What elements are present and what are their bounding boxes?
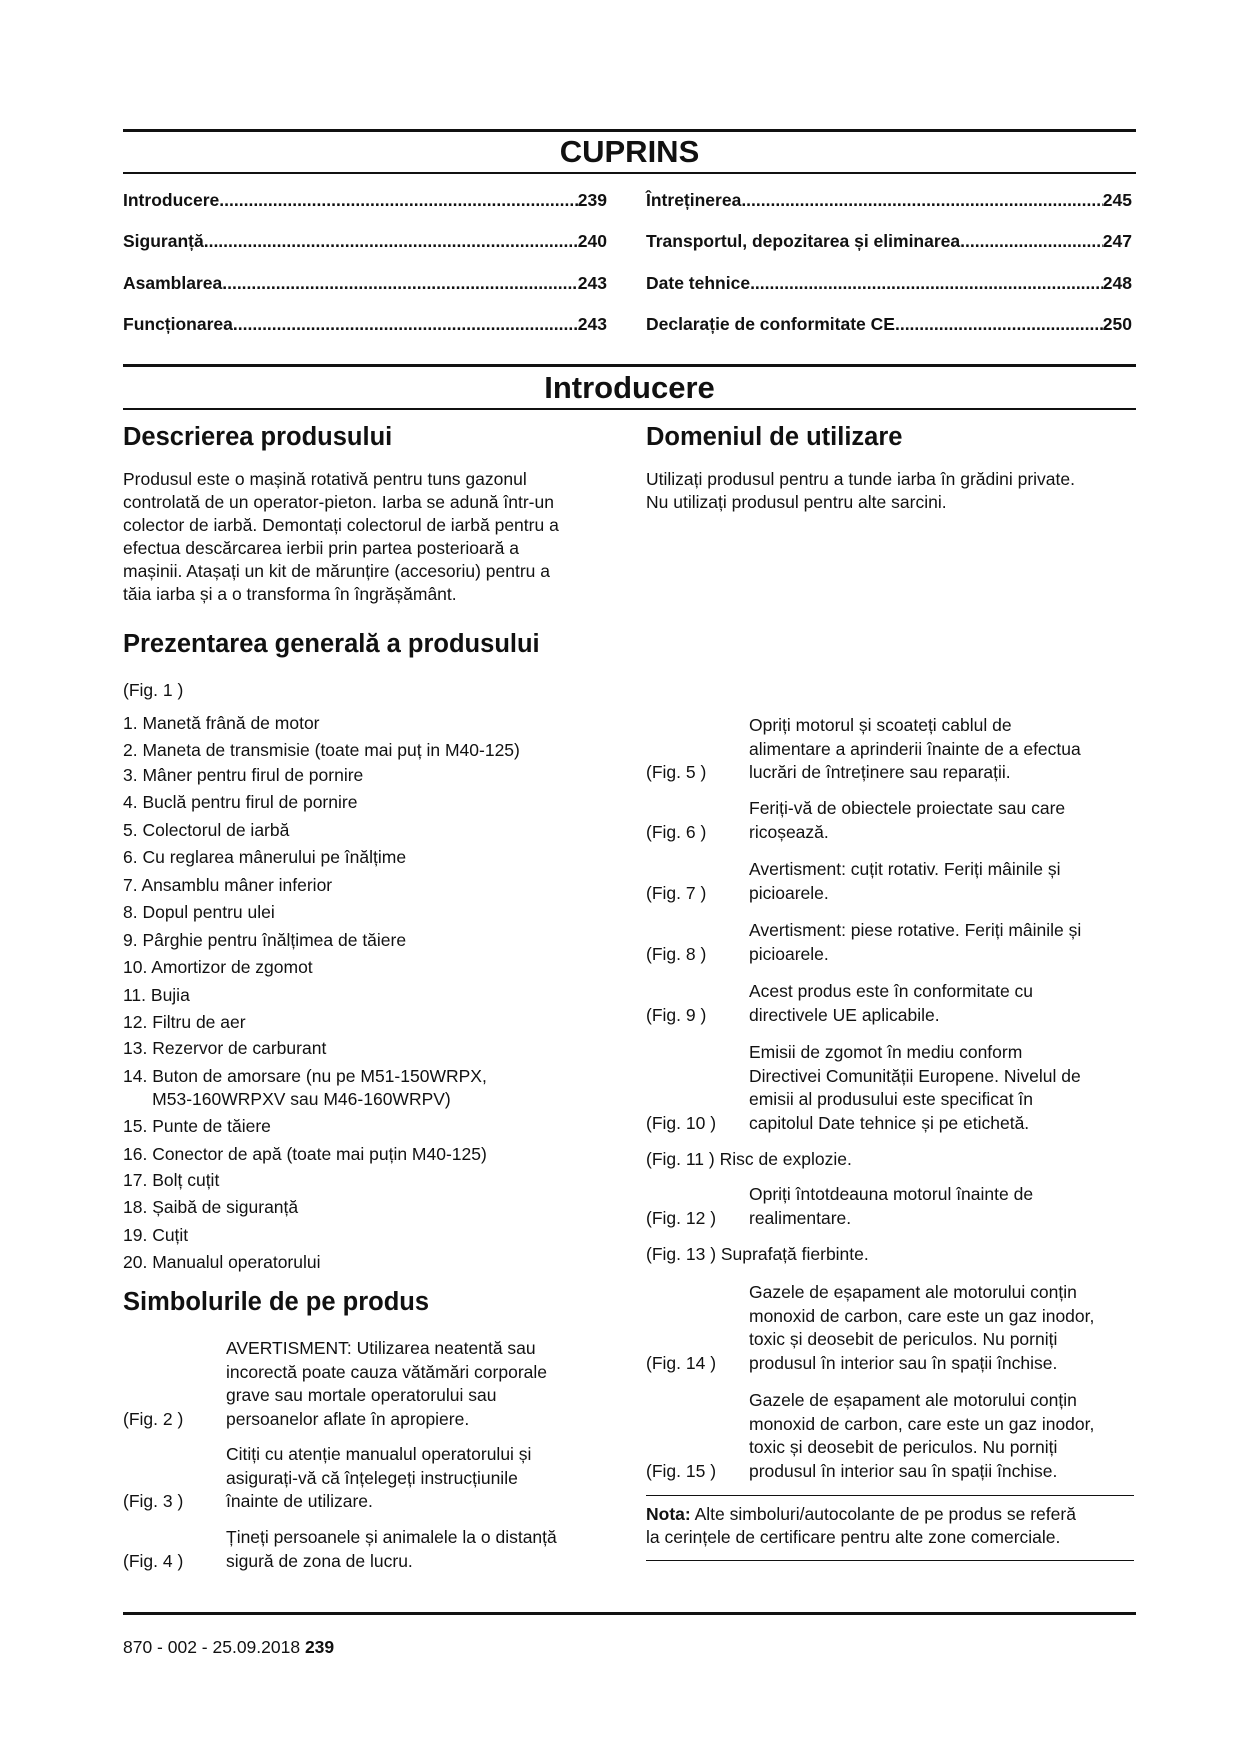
symbol-entry <box>646 1281 1136 1375</box>
page-footer <box>123 1636 334 1658</box>
text-line: înainte de utilizare. <box>226 1491 373 1511</box>
document-code: 870 - 002 - 25.09.2018 <box>123 1637 305 1657</box>
symbol-description <box>749 714 1136 785</box>
text-line: picioarele. <box>749 882 829 903</box>
list-item: 18. Șaibă de siguranță <box>123 1197 299 1217</box>
text-line: toxic și deosebit de periculos. Nu porniți <box>749 1437 1058 1457</box>
top-rule <box>123 129 1136 132</box>
text-line: persoanelor aflate în apropiere. <box>226 1408 470 1429</box>
toc-entry[interactable] <box>123 230 607 252</box>
text-line: Gazele de eșapament ale motorului conțin <box>749 1390 1077 1410</box>
text-line: capitolul Date tehnice și pe etichetă. <box>749 1112 1030 1133</box>
text-line: Produsul este o mașină rotativă pentru tuns gazonul <box>123 469 527 489</box>
symbol-entry-inline: (Fig. 13 ) Suprafață fierbinte. <box>646 1244 869 1264</box>
note-bottom-rule <box>646 1560 1134 1561</box>
text-line: efectua descărcarea ierbii prin partea posterioară a <box>123 538 519 558</box>
toc-entry-label: Siguranță <box>123 231 204 251</box>
list-item: 8. Dopul pentru ulei <box>123 902 275 922</box>
symbol-description <box>749 858 1136 905</box>
text-line: toxic și deosebit de periculos. Nu porniți <box>749 1329 1058 1349</box>
symbol-description <box>226 1443 613 1514</box>
list-item: 9. Pârghie pentru înălțimea de tăiere <box>123 929 407 950</box>
toc-entry[interactable] <box>123 313 607 335</box>
text-line: Utilizați produsul pentru a tunde iarba în grădini private. <box>646 469 1075 489</box>
symbol-entry <box>646 1041 1136 1135</box>
symbol-description <box>226 1337 613 1431</box>
symbols-heading: Simbolurile de pe produs <box>123 1288 430 1316</box>
fig-reference: (Fig. 1 ) <box>123 680 184 700</box>
section-title: Introducere <box>544 370 715 405</box>
fig-reference: (Fig. 12 ) <box>646 1207 717 1228</box>
footer-rule <box>123 1612 1136 1615</box>
text-line: Feriți-vă de obiectele proiectate sau care <box>749 798 1066 818</box>
text-line: Țineți persoanele și animalele la o distanță <box>226 1527 557 1547</box>
text-line: directivele UE aplicabile. <box>749 1004 940 1025</box>
note-top-rule <box>646 1495 1134 1496</box>
description-heading: Descrierea produsului <box>123 423 393 451</box>
text-line: Nu utilizați produsul pentru alte sarcini. <box>646 492 947 512</box>
list-item: M53-160WRPXV sau M46-160WRPV) <box>123 1088 451 1109</box>
list-item: 16. Conector de apă (toate mai puțin M40-125) <box>123 1143 487 1164</box>
text-line: Directivei Comunității Europene. Nivelul de <box>749 1065 1081 1086</box>
text-line: monoxid de carbon, care este un gaz inodor, <box>749 1413 1095 1434</box>
toc-entry-page: 248 <box>1102 273 1132 293</box>
symbol-entry <box>123 1526 613 1573</box>
list-item: 1. Manetă frână de motor <box>123 713 320 733</box>
list-item: 19. Cuțit <box>123 1224 189 1245</box>
text-line: realimentare. <box>749 1207 852 1228</box>
usage-text <box>646 468 1136 514</box>
symbol-description <box>749 919 1136 966</box>
intro-top-rule <box>123 364 1136 367</box>
symbol-entry-inline: (Fig. 11 ) Risc de explozie. <box>646 1149 852 1169</box>
fig-reference: (Fig. 3 ) <box>123 1491 184 1511</box>
list-item: 6. Cu reglarea mânerului pe înălțime <box>123 847 407 867</box>
usage-heading: Domeniul de utilizare <box>646 423 903 451</box>
list-item: 10. Amortizor de zgomot <box>123 957 313 977</box>
list-item: 3. Mâner pentru firul de pornire <box>123 764 364 785</box>
text-line: emisii al produsului este specificat în <box>749 1089 1034 1109</box>
note-label: Nota: <box>646 1504 691 1524</box>
toc-title: CUPRINS <box>559 134 700 169</box>
text-line: mașinii. Atașați un kit de mărunțire (accesoriu) pentru a <box>123 561 550 581</box>
toc-entry-label: Funcționarea <box>123 314 233 334</box>
list-item: 5. Colectorul de iarbă <box>123 819 290 840</box>
toc-entry-page: 243 <box>577 273 607 293</box>
toc-entry[interactable] <box>646 189 1132 211</box>
symbol-entry <box>646 919 1136 966</box>
toc-entry-label: Introducere <box>123 190 220 210</box>
text-line: Acest produs este în conformitate cu <box>749 981 1034 1001</box>
symbol-description <box>226 1526 613 1573</box>
text-line: controlată de un operator-pieton. Iarba se adună într-un <box>123 492 554 512</box>
list-item: 11. Bujia <box>123 984 190 1005</box>
toc-entry[interactable] <box>646 230 1132 252</box>
fig-reference: (Fig. 9 ) <box>646 1004 707 1025</box>
text-line: ricoșează. <box>749 821 829 842</box>
toc-title-rule <box>123 172 1136 174</box>
toc-entry-page: 247 <box>1102 231 1132 251</box>
overview-heading: Prezentarea generală a produsului <box>123 630 540 658</box>
fig-reference: (Fig. 15 ) <box>646 1460 717 1481</box>
text-line: asigurați-vă că înțelegeți instrucțiunile <box>226 1467 518 1488</box>
toc-entry-label: Transportul, depozitarea și eliminarea <box>646 231 961 251</box>
text-line: Gazele de eșapament ale motorului conțin <box>749 1282 1077 1302</box>
fig-reference: (Fig. 4 ) <box>123 1550 184 1571</box>
toc-entry-page: 245 <box>1102 190 1132 210</box>
toc-entry-label: Declarație de conformitate CE <box>646 314 895 334</box>
toc-entry-label: Întreținerea <box>646 190 742 210</box>
toc-entry-page: 243 <box>577 314 607 334</box>
toc-entry[interactable] <box>646 313 1132 335</box>
symbol-entry <box>646 858 1136 905</box>
symbol-description <box>749 1183 1136 1230</box>
fig-reference: (Fig. 5 ) <box>646 762 707 782</box>
toc-entry-page: 239 <box>577 190 607 210</box>
symbol-entry <box>646 1183 1136 1230</box>
text-line: sigură de zona de lucru. <box>226 1550 413 1571</box>
text-line: Avertisment: piese rotative. Feriți mâinile și <box>749 920 1082 940</box>
text-line: picioarele. <box>749 943 829 964</box>
text-line: incorectă poate cauza vătămări corporale <box>226 1361 548 1382</box>
text-line: Opriți întotdeauna motorul înainte de <box>749 1184 1034 1204</box>
note-text: la cerințele de certificare pentru alte zone comerciale. <box>646 1527 1061 1547</box>
page-number: 239 <box>304 1637 335 1657</box>
list-item: 20. Manualul operatorului <box>123 1252 321 1272</box>
symbol-description <box>749 1389 1136 1483</box>
text-line: tăia iarba și a o transforma în îngrășământ. <box>123 584 457 604</box>
list-item: 17. Bolț cuțit <box>123 1169 220 1190</box>
symbol-entry <box>123 1443 613 1514</box>
text-line: produsul în interior sau în spații închise. <box>749 1352 1058 1373</box>
fig-reference: (Fig. 8 ) <box>646 943 707 964</box>
toc-entry-page: 250 <box>1102 314 1132 334</box>
list-item: 14. Buton de amorsare (nu pe M51-150WRPX, <box>123 1065 487 1086</box>
text-line: Citiți cu atenție manualul operatorului și <box>226 1444 532 1464</box>
list-item: 12. Filtru de aer <box>123 1012 246 1032</box>
text-line: grave sau mortale operatorului sau <box>226 1385 497 1405</box>
symbol-description <box>749 1281 1136 1375</box>
description-text <box>123 468 613 606</box>
list-item: 7. Ansamblu mâner inferior <box>123 874 333 895</box>
text-line: Emisii de zgomot în mediu conform <box>749 1042 1023 1062</box>
note <box>646 1503 1134 1549</box>
symbol-description <box>749 1041 1136 1135</box>
note-line <box>646 1503 1134 1526</box>
toc-entry-label: Asamblarea <box>123 273 223 293</box>
toc-entry[interactable] <box>123 189 607 211</box>
symbol-entry <box>646 980 1136 1027</box>
text-line: Avertisment: cuțit rotativ. Feriți mâinile și <box>749 859 1061 879</box>
parts-list <box>123 712 520 1279</box>
symbol-entry <box>646 1389 1136 1483</box>
list-item: 2. Maneta de transmisie (toate mai puț in M40-125) <box>123 739 520 760</box>
text-line: monoxid de carbon, care este un gaz inodor, <box>749 1305 1095 1326</box>
symbol-description <box>749 980 1136 1027</box>
text-line: Opriți motorul și scoateți cablul de <box>749 715 1012 735</box>
text-line: alimentare a aprinderii înainte de a efectua <box>749 738 1081 759</box>
fig-reference: (Fig. 14 ) <box>646 1352 717 1373</box>
symbol-entry <box>646 797 1136 844</box>
fig-reference: (Fig. 2 ) <box>123 1408 184 1429</box>
toc-entry-page: 240 <box>577 231 607 251</box>
intro-title-rule <box>123 408 1136 410</box>
symbol-description <box>749 797 1136 844</box>
toc-entry[interactable] <box>646 272 1132 294</box>
text-line: colector de iarbă. Demontați colectorul de iarbă pentru a <box>123 515 559 535</box>
text-line: AVERTISMENT: Utilizarea neatentă sau <box>226 1338 536 1358</box>
fig-reference: (Fig. 10 ) <box>646 1112 717 1133</box>
symbol-entry <box>123 1337 613 1431</box>
text-line: lucrări de întreținere sau reparații. <box>749 762 1011 782</box>
toc-entry-label: Date tehnice <box>646 273 751 293</box>
symbol-entry <box>646 714 1136 785</box>
note-text: Alte simboluri/autocolante de pe produs se referă <box>690 1504 1076 1524</box>
list-item: 4. Buclă pentru firul de pornire <box>123 792 358 812</box>
fig-reference: (Fig. 7 ) <box>646 882 707 903</box>
fig-reference: (Fig. 6 ) <box>646 821 707 842</box>
list-item: 15. Punte de tăiere <box>123 1116 271 1136</box>
list-item: 13. Rezervor de carburant <box>123 1038 327 1058</box>
toc-entry[interactable] <box>123 272 607 294</box>
text-line: produsul în interior sau în spații închise. <box>749 1460 1058 1481</box>
